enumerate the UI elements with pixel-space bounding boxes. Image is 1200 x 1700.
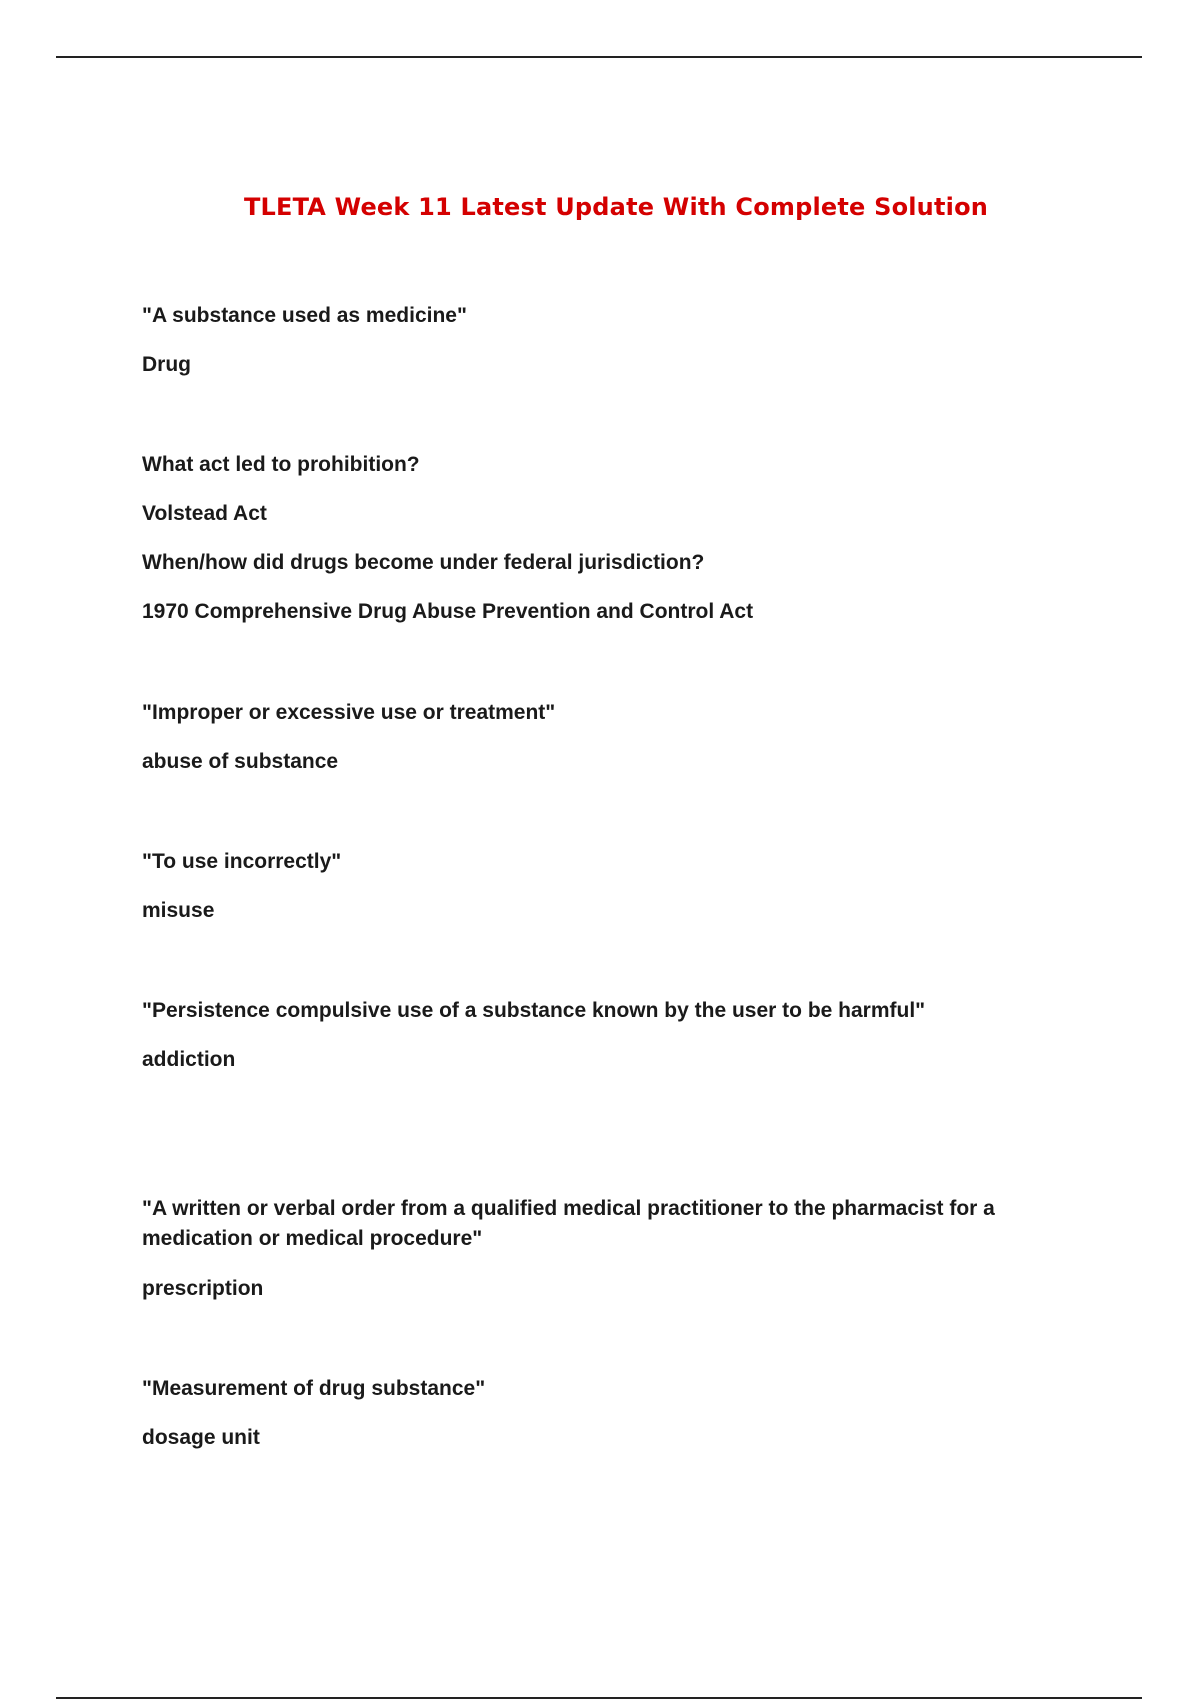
entry-answer: misuse: [142, 899, 215, 922]
entry-question: "Improper or excessive use or treatment": [142, 701, 556, 724]
entry-answer: Volstead Act: [142, 502, 267, 525]
entry-question: "A written or verbal order from a qualified medical practitioner to the pharmacist for a medication or medical procedure": [142, 1197, 995, 1250]
top-divider: [56, 56, 1142, 58]
entry-answer: addiction: [142, 1048, 236, 1071]
entry-question: What act led to prohibition?: [142, 453, 420, 476]
entry-answer: 1970 Comprehensive Drug Abuse Prevention and Control Act: [142, 600, 754, 623]
entry-answer: Drug: [142, 353, 191, 376]
entry-answer: dosage unit: [142, 1426, 260, 1449]
entry-question: "To use incorrectly": [142, 850, 342, 873]
entry-question: When/how did drugs become under federal jurisdiction?: [142, 551, 705, 574]
entry-question: "A substance used as medicine": [142, 304, 467, 327]
entry-question: "Measurement of drug substance": [142, 1377, 486, 1400]
bottom-divider: [56, 1697, 1142, 1699]
entry-answer: prescription: [142, 1277, 264, 1300]
document-title: TLETA Week 11 Latest Update With Complete Solution: [243, 193, 989, 221]
entry-question: "Persistence compulsive use of a substance known by the user to be harmful": [142, 999, 926, 1022]
entry-answer: abuse of substance: [142, 750, 339, 773]
